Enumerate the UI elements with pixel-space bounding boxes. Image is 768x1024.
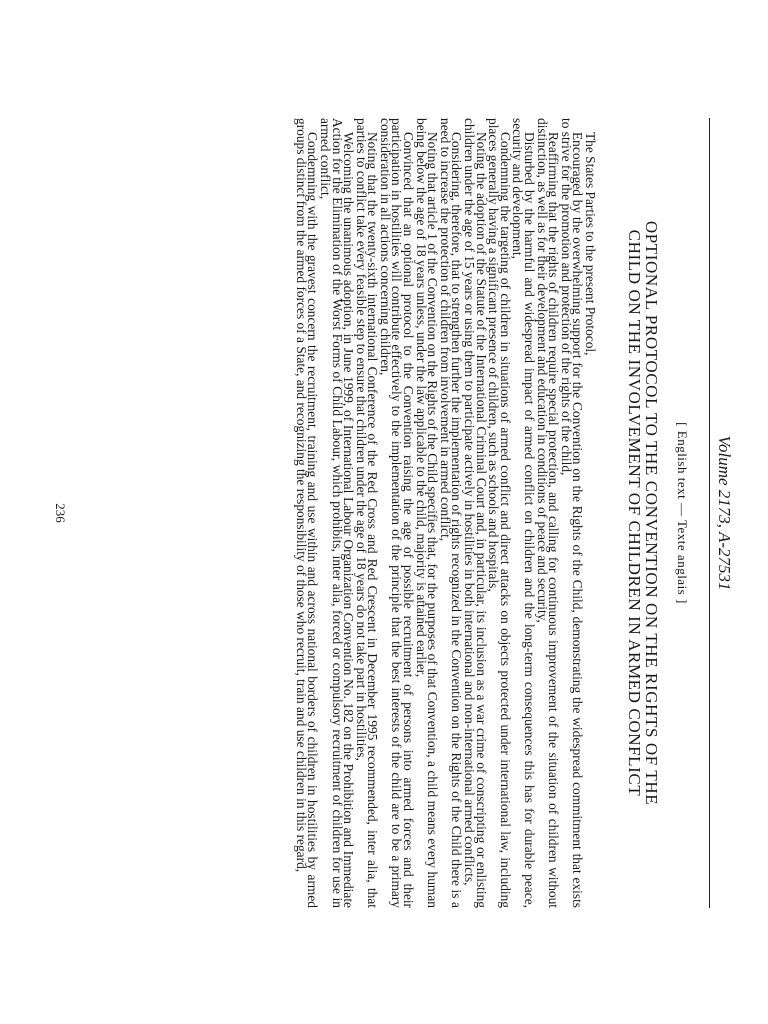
paragraph: Convinced that an optional protocol to the Convention raising the age of possible recruitment of persons into armed forces and their participation in hostilities will contribute effectively to the implementation of the principle that the best interests of the child are to be a primary consideration in all actions concerning children, [377, 118, 417, 908]
language-marker: [ English text — Texte anglais ] [675, 422, 690, 604]
document-title [626, 118, 660, 908]
paragraph: Condemning the targeting of children in situations of armed conflict and direct attacks on objects protected under international law, including places generally having a significant presence of children, such as schools and hospitals, [486, 118, 513, 908]
page-number: 236 [53, 503, 68, 523]
volume-reference: Volume 2173, A-27531 [715, 435, 734, 591]
paragraph: Encouraged by the overwhelming support for the Convention on the Rights of the Child, demonstrating the widespread commitment that exists to strive for the promotion and protection of the rights of the child, [558, 118, 586, 908]
preamble-body [294, 118, 596, 908]
paragraph: Reaffirming that the rights of children require special protection, and calling for continuous improvement of the situation of children without distinction, as well as for their development and education in conditions of peace and security, [534, 118, 562, 908]
paragraph: Condemning with the gravest concern the recruitment, training and use within and across national borders of children in hostilities by armed groups distinct from the armed forces of a State, and recognizing the responsibility of those who recruit, train and use children in this regard, [293, 118, 321, 908]
title-line-1: OPTIONAL PROTOCOL TO THE CONVENTION ON THE RIGHTS OF THE [642, 220, 661, 806]
paragraph: Disturbed by the harmful and widespread impact of armed conflict on children and the long-term consequences this has for durable peace, security and development, [510, 118, 538, 908]
title-line-2: CHILD ON THE INVOLVEMENT OF CHILDREN IN ARMED CONFLICT [625, 229, 644, 797]
paragraph: The States Parties to the present Protocol, [583, 132, 598, 356]
paragraph: Considering, therefore, that to strengthen further the implementation of rights recognized in the Convention on the Rights of the Child there is a need to increase the protection of children from involvement in armed conflict, [437, 118, 465, 908]
paragraph: Welcoming the unanimous adoption, in June 1999, of International Labour Organization Convention No. 182 on the Prohibition and Immediate Action for the Elimination of the Worst Forms of Child Labour, which prohibits, inter alia, forced or compulsory recruitment of children for use in armed conflict, [317, 118, 357, 908]
paragraph: Noting that article 1 of the Convention on the Rights of the Child specifies that, for the purposes of that Convention, a child means every human being below the age of 18 years unless, under the law applicable to the child, majority is attained earlier, [413, 118, 441, 908]
paragraph: Noting that the twenty-sixth international Conference of the Red Cross and Red Crescent in December 1995 recommended, inter alia, that parties to conflict take every feasible step to ensure that children under the age of 18 years do not take part in hostilities, [353, 118, 381, 908]
header-rule [709, 118, 710, 908]
paragraph: Noting the adoption of the Statute of the International Criminal Court and, in particular, its inclusion as a war crime of conscripting or enlisting children under the age of 15 years or using them to participate actively in hostilities in both international and non-international armed conflicts, [462, 118, 489, 908]
